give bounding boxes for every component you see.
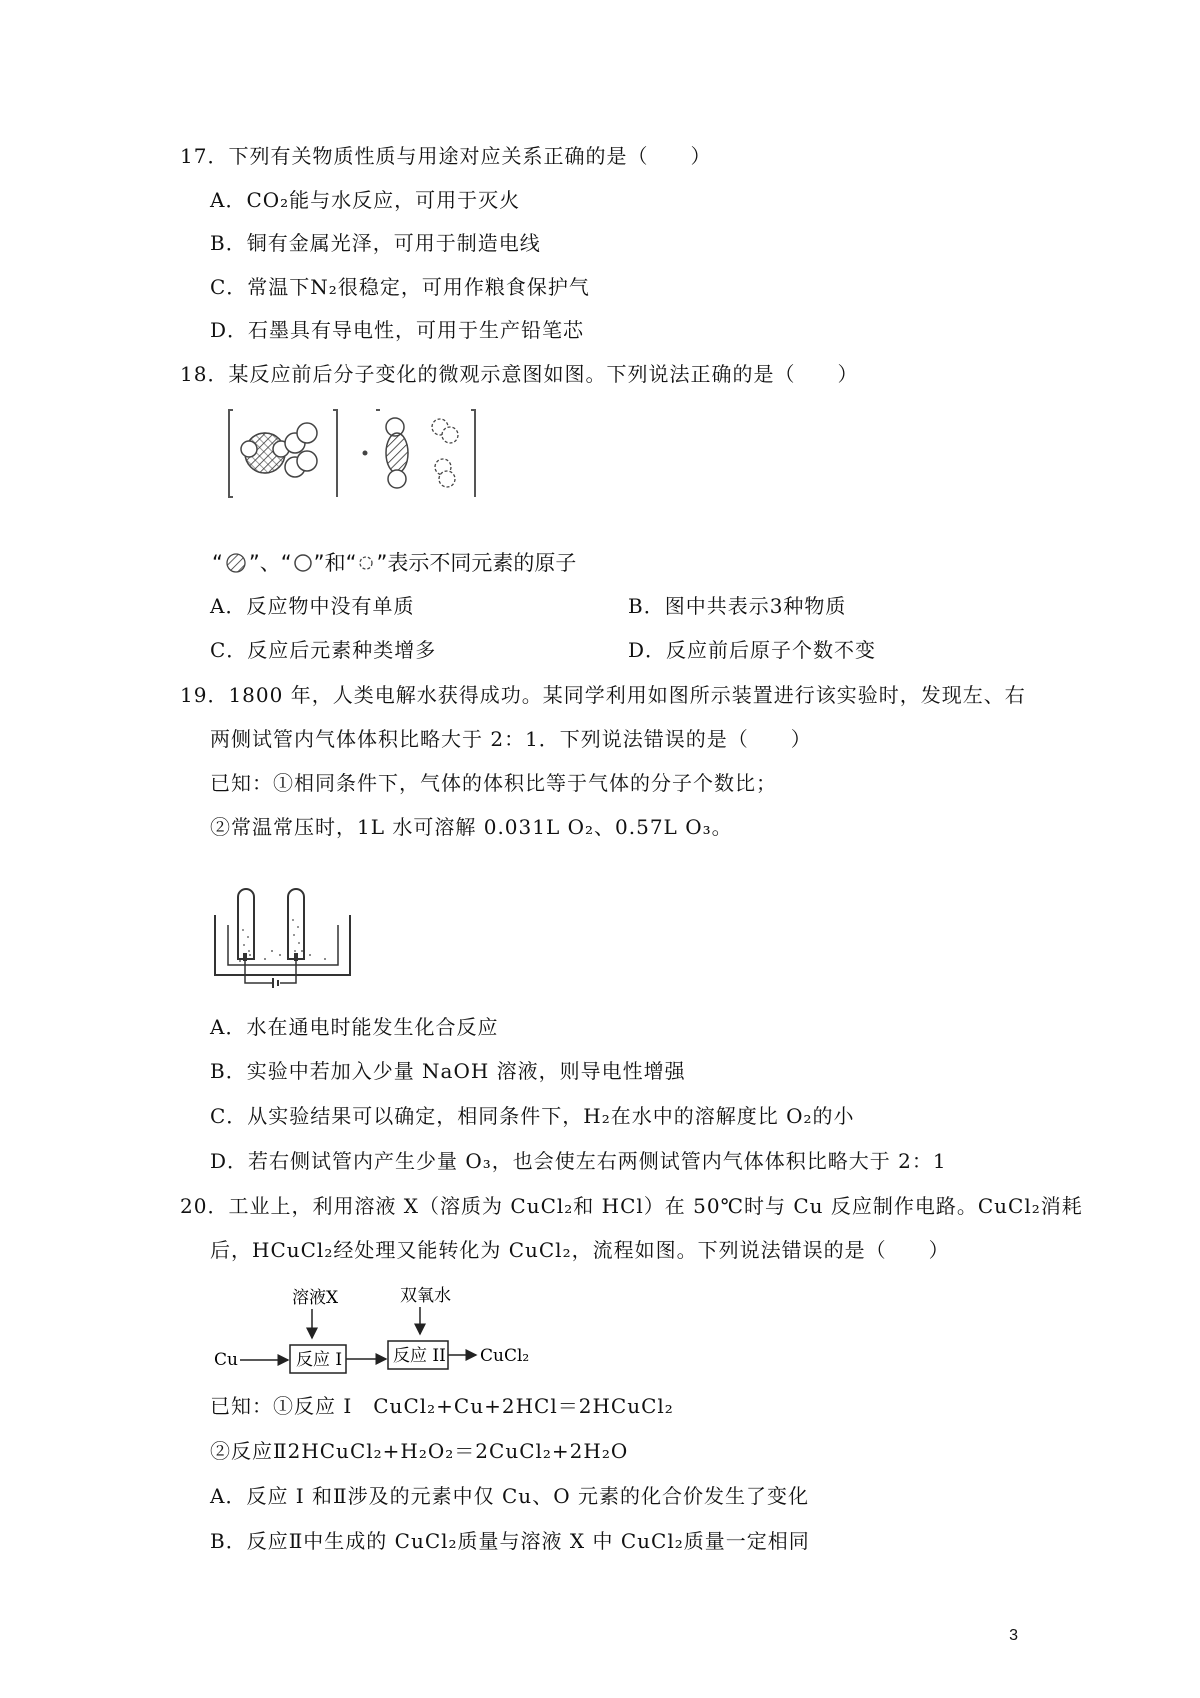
flow-box-1: 反应 I: [296, 1350, 343, 1370]
q17-option-a: A．CO₂能与水反应，可用于灭火: [210, 188, 521, 212]
q19-option-d: D．若右侧试管内产生少量 O₃，也会使左右两侧试管内气体体积比略大于 2：1: [210, 1149, 947, 1173]
flow-output: CuCl₂: [480, 1346, 530, 1366]
q18-molecule-diagram: [225, 405, 525, 505]
legend-close-quote-2: ”: [313, 551, 325, 575]
dashed-atom-icon: [356, 552, 376, 574]
hatched-atom-icon: [223, 552, 249, 574]
flow-reagent-1: 溶液X: [292, 1288, 339, 1308]
q19-option-a: A．水在通电时能发生化合反应: [210, 1015, 499, 1039]
q19-stem-line1: 19．1800 年，人类电解水获得成功。某同学利用如图所示装置进行该实验时，发现左、右: [180, 683, 1026, 707]
flow-input: Cu: [214, 1350, 238, 1370]
q20-option-a: A．反应 I 和Ⅱ涉及的元素中仅 Cu、O 元素的化合价发生了变化: [210, 1484, 809, 1508]
open-atom-icon: [292, 552, 314, 574]
legend-tail: 表示不同元素的原子: [387, 551, 577, 575]
q20-known-1: 已知：①反应 I CuCl₂+Cu+2HCl＝2HCuCl₂: [210, 1394, 674, 1418]
q19-option-c: C．从实验结果可以确定，相同条件下，H₂在水中的溶解度比 O₂的小: [210, 1104, 855, 1128]
q20-stem-line1: 20．工业上，利用溶液 X（溶质为 CuCl₂和 HCl）在 50℃时与 Cu 反应制作电路。CuCl₂消耗: [180, 1194, 1083, 1218]
legend-and: 和: [324, 551, 346, 575]
legend-open-quote: “: [212, 551, 223, 575]
q20-option-b: B．反应Ⅱ中生成的 CuCl₂质量与溶液 X 中 CuCl₂质量一定相同: [210, 1529, 810, 1553]
q18-option-c: C．反应后元素种类增多: [210, 638, 437, 662]
flow-reagent-2: 双氧水: [400, 1286, 451, 1306]
q18-option-d: D．反应前后原子个数不变: [628, 638, 877, 662]
legend-close-quote: ”: [248, 551, 260, 575]
q18-option-a: A．反应物中没有单质: [210, 594, 415, 618]
q20-known-2: ②反应Ⅱ2HCuCl₂+H₂O₂＝2CuCl₂+2H₂O: [210, 1439, 629, 1463]
legend-open-quote-3: “: [345, 551, 357, 575]
q18-option-b: B．图中共表示3种物质: [628, 594, 847, 618]
q17-option-d: D．石墨具有导电性，可用于生产铅笔芯: [210, 318, 585, 342]
q19-known-1: 已知：①相同条件下，气体的体积比等于气体的分子个数比；: [210, 771, 777, 795]
q17-option-c: C．常温下N₂很稳定，可用作粮食保护气: [210, 275, 590, 299]
flow-box-2: 反应 II: [393, 1346, 446, 1366]
legend-close-quote-3: ”: [376, 551, 388, 575]
page-number: 3: [1009, 1627, 1018, 1644]
q19-option-b: B．实验中若加入少量 NaOH 溶液，则导电性增强: [210, 1059, 686, 1083]
q19-known-2: ②常温常压时，1L 水可溶解 0.031L O₂、0.57L O₃。: [210, 815, 733, 839]
q17-option-b: B．铜有金属光泽，可用于制造电线: [210, 231, 541, 255]
legend-open-quote-2: “: [280, 551, 292, 575]
q18-legend: [212, 548, 576, 578]
q20-flow-diagram: [210, 1283, 570, 1378]
legend-sep: 、: [259, 551, 281, 575]
q18-stem: 18．某反应前后分子变化的微观示意图如图。下列说法正确的是（ ）: [180, 362, 859, 386]
q17-stem: 17．下列有关物质性质与用途对应关系正确的是（ ）: [180, 144, 712, 168]
q19-stem-line2: 两侧试管内气体体积比略大于 2：1．下列说法错误的是（ ）: [210, 727, 812, 751]
q20-stem-line2: 后，HCuCl₂经处理又能转化为 CuCl₂，流程如图。下列说法错误的是（ ）: [210, 1238, 950, 1262]
electrolysis-apparatus-diagram: [210, 885, 360, 990]
